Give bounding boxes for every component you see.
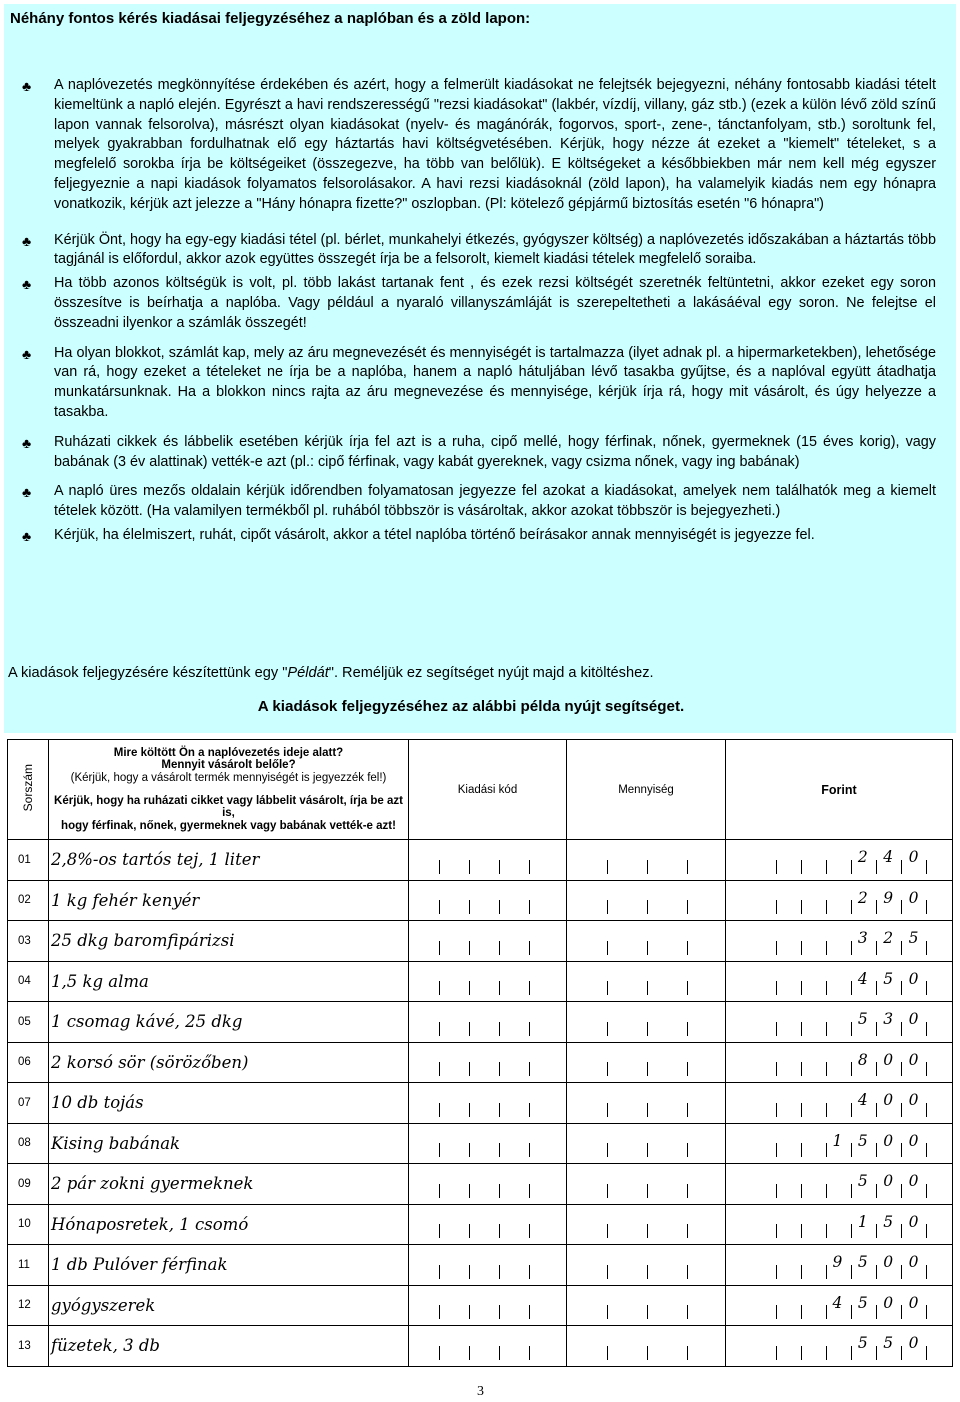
- row-qty-cell: [567, 1042, 726, 1083]
- row-forint-cell: [726, 1083, 953, 1124]
- row-item: 2 pár zokni gyermeknek: [49, 1164, 409, 1205]
- row-forint-value: 530: [857, 1010, 934, 1028]
- club-bullet-icon: ♣: [22, 232, 32, 249]
- row-code-cell: [409, 921, 567, 962]
- club-bullet-icon: ♣: [22, 78, 32, 94]
- row-qty-cell: [567, 1245, 726, 1286]
- club-bullet-icon: ♣: [22, 276, 32, 293]
- row-qty-cell: [567, 921, 726, 962]
- row-number: 13: [8, 1326, 49, 1367]
- row-forint-value: 4500: [832, 1293, 934, 1312]
- row-code-cell: [409, 1042, 567, 1083]
- row-forint-value: 400: [857, 1091, 934, 1109]
- row-number: 04: [8, 961, 49, 1002]
- instruction-item: ♣ A naplóvezetés megkönnyítése érdekében és azért, hogy a felmerült kiadásokat ne felejtsék bejegyezni, néhány fontosabb kiadási tételt kiemeltünk a napló elején. Egyrészt a havi rendszerességű "rezsi kiadásokat" (lakbér, vízdíj, villany, gáz stb.) (ezek a külön lévő zöld színű lapon vannak felsorolva), másrészt olyan kiadásokat (nyelv- és magánórák, fogorvos, sport-, zene-, tánctanfolyam, stb.) soroltunk fel, melyek gyakrabban fordulhatnak elő egy háztartás havi költségvetésében. Kérjük, hogy nézze át ezeket a "kiemelt" tételeket, s a megfelelő sorokba írja be költségeiket (összegezve, ha több van belőlük). E költségeket a későbbiekben már nem kell még egyszer feljegyeznie a napi kiadások folyamatos felsorolásakor. A havi rezsi kiadásoknál (zöld lapon), ha valamelyik kiadás nem egy hónapra vonatkozik, kérjük azt jelezze a "Hány hónapra fizette?" oszlopban. (Pl: kötelező gépjármű biztosítás esetén "6 hónapra"): [22, 77, 936, 212]
- row-item: 1,5 kg alma: [49, 961, 409, 1002]
- row-forint-value: 800: [857, 1050, 934, 1069]
- row-qty-cell: [567, 840, 726, 881]
- row-number: 06: [8, 1042, 49, 1083]
- row-code-cell: [409, 1164, 567, 1205]
- row-code-cell: [409, 1245, 567, 1286]
- instruction-item: ♣ Kérjük, ha élelmiszert, ruhát, cipőt vásárolt, akkor a tétel naplóba történő beírásakor annak mennyiségét is jegyezze fel.: [22, 526, 815, 544]
- page-number: 3: [477, 1384, 484, 1399]
- row-forint-cell: [726, 1002, 953, 1043]
- club-bullet-icon: ♣: [22, 484, 32, 501]
- table-row: [8, 1285, 953, 1326]
- table-row: [8, 1042, 953, 1083]
- row-qty-cell: [567, 1326, 726, 1367]
- row-forint-value: 9500: [832, 1253, 934, 1271]
- row-item: Hónaposretek, 1 csomó: [49, 1204, 409, 1245]
- page-heading: Néhány fontos kérés kiadásai feljegyzéséhez a naplóban és a zöld lapon:: [10, 10, 531, 27]
- table-row: [8, 1164, 953, 1205]
- instruction-item: ♣ A napló üres mezős oldalain kérjük időrendben folyamatosan jegyezze fel azokat a kiadásokat, amelyek nem találhatók meg a kiemelt tételek között. (Ha valamilyen termékből pl. ruhából többször is vásároltak, akkor azokat többször is bejegyezheti.): [22, 483, 936, 520]
- table-row: [8, 921, 953, 962]
- row-forint-cell: [726, 961, 953, 1002]
- row-item: 25 dkg baromfipárizsi: [49, 921, 409, 962]
- header-sorszam: Sorszám: [8, 740, 49, 840]
- row-code-cell: [409, 1002, 567, 1043]
- row-forint-value: 150: [857, 1212, 934, 1231]
- row-qty-cell: [567, 1204, 726, 1245]
- instruction-item: ♣ Kérjük Önt, hogy ha egy-egy kiadási tétel (pl. bérlet, munkahelyi étkezés, gyógyszer költség) a naplóvezetés időszakában a háztartás több tagjánál is előfordul, akkor azok együttes összegét írja be a felsorolt, kiemelt kiadási tételek megfelelő soraiba.: [22, 231, 936, 268]
- row-number: 07: [8, 1083, 49, 1124]
- row-qty-cell: [567, 1123, 726, 1164]
- intro-text: A kiadások feljegyzésére készítettünk egy "Példát". Reméljük ez segítséget nyújt majd a kitöltéshez.: [8, 665, 654, 681]
- instruction-item: ♣ Ha olyan blokkot, számlát kap, mely az áru megnevezését és mennyiségét is tartalmazza (ilyet adnak pl. a hipermarketekben), lehetősége van rá, hogy ezeket a tételeket ne írja be a naplóba, hanem a napló hátuljában lévő tasakba gyűjtse, és a naplóval együtt átadhatja munkatársunknak. Ha a blokkon nincs rajta az áru megnevezése és mennyisége, kérjük írja rá, hogy mit vásárolt, és úgy helyezze a tasakba.: [22, 344, 936, 420]
- table-row: [8, 880, 953, 921]
- row-forint-cell: [726, 1245, 953, 1286]
- row-forint-cell: [726, 1123, 953, 1164]
- table-header-row: [8, 740, 953, 840]
- instruction-item: ♣ Ha több azonos költségük is volt, pl. több lakást tartanak fent , és ezek rezsi költségét szeretnék feltüntetni, akkor ezeket egy soron összesítve is beírhatja a naplóba. Vagy például a nyaraló villanyszámláját is szerepeltetheti a lakásáéval egy soron. Ne felejtse el összeadni ilyenkor a számlák összegét!: [22, 275, 936, 331]
- example-word: Példát: [287, 665, 329, 681]
- row-forint-cell: [726, 880, 953, 921]
- row-forint-cell: [726, 1164, 953, 1205]
- row-number: 11: [8, 1245, 49, 1286]
- row-forint-value: 550: [857, 1334, 934, 1352]
- table-row: [8, 1245, 953, 1286]
- header-description: Mire költött Ön a naplóvezetés ideje alatt? Mennyit vásárolt belőle? (Kérjük, hogy a vásárolt termék mennyiségét is jegyezzék fel!) Kérjük, hogy ha ruházati cikket vagy lábbelit vásárolt, írja be azt is, hogy férfinak, nőnek, gyermeknek vagy babának vették-e azt!: [49, 740, 409, 840]
- row-forint-cell: [726, 921, 953, 962]
- row-item: 1 kg fehér kenyér: [49, 880, 409, 921]
- table-row: [8, 1002, 953, 1043]
- row-number: 01: [8, 840, 49, 881]
- table-row: [8, 961, 953, 1002]
- row-item: 10 db tojás: [49, 1083, 409, 1124]
- row-number: 05: [8, 1002, 49, 1043]
- row-code-cell: [409, 1285, 567, 1326]
- row-qty-cell: [567, 880, 726, 921]
- row-number: 03: [8, 921, 49, 962]
- example-expense-table: [7, 739, 953, 1367]
- row-code-cell: [409, 1123, 567, 1164]
- row-forint-value: 240: [857, 848, 934, 866]
- instruction-item: ♣ Ruházati cikkek és lábbelik esetében kérjük írja fel azt is a ruha, cipő mellé, hogy férfinak, nőnek, gyermeknek (15 éves korig), vagy babának (3 év alattinak) vették-e azt (pl.: cipő férfinak, vagy kabát gyereknek, vagy csizma nőnek, vagy ing babának): [22, 433, 936, 470]
- row-qty-cell: [567, 1164, 726, 1205]
- row-code-cell: [409, 840, 567, 881]
- row-number: 12: [8, 1285, 49, 1326]
- row-forint-cell: [726, 1042, 953, 1083]
- example-subtitle: A kiadások feljegyzéséhez az alábbi példa nyújt segítséget.: [257, 698, 685, 715]
- row-forint-cell: [726, 1326, 953, 1367]
- row-forint-cell: [726, 1204, 953, 1245]
- row-item: gyógyszerek: [49, 1285, 409, 1326]
- row-number: 08: [8, 1123, 49, 1164]
- row-forint-value: 450: [857, 969, 934, 988]
- table-row: [8, 1083, 953, 1124]
- header-mennyiseg: Mennyiség: [567, 740, 726, 840]
- row-number: 02: [8, 880, 49, 921]
- row-item: 2 korsó sör (sörözőben): [49, 1042, 409, 1083]
- club-bullet-icon: ♣: [22, 434, 32, 451]
- row-code-cell: [409, 1083, 567, 1124]
- row-number: 10: [8, 1204, 49, 1245]
- row-code-cell: [409, 1326, 567, 1367]
- row-item: 1 csomag kávé, 25 dkg: [49, 1002, 409, 1043]
- club-bullet-icon: ♣: [22, 345, 32, 362]
- row-forint-value: 325: [857, 929, 934, 947]
- row-forint-cell: [726, 840, 953, 881]
- row-number: 09: [8, 1164, 49, 1205]
- header-forint: Forint: [726, 740, 953, 840]
- row-item: 2,8%-os tartós tej, 1 liter: [49, 840, 409, 881]
- table-row: [8, 1123, 953, 1164]
- row-qty-cell: [567, 961, 726, 1002]
- club-bullet-icon: ♣: [22, 527, 32, 544]
- row-item: 1 db Pulóver férfinak: [49, 1245, 409, 1286]
- row-item: füzetek, 3 db: [49, 1326, 409, 1367]
- table-row: [8, 1326, 953, 1367]
- row-code-cell: [409, 880, 567, 921]
- row-forint-cell: [726, 1285, 953, 1326]
- row-forint-value: 1500: [832, 1131, 934, 1150]
- row-qty-cell: [567, 1002, 726, 1043]
- row-qty-cell: [567, 1285, 726, 1326]
- row-code-cell: [409, 961, 567, 1002]
- row-forint-value: 290: [857, 888, 934, 907]
- row-item: Kising babának: [49, 1123, 409, 1164]
- table-row: [8, 840, 953, 881]
- instruction-list: [22, 76, 936, 550]
- table-row: [8, 1204, 953, 1245]
- row-code-cell: [409, 1204, 567, 1245]
- header-kiadasi-kod: Kiadási kód: [409, 740, 567, 840]
- row-qty-cell: [567, 1083, 726, 1124]
- row-forint-value: 500: [857, 1172, 934, 1190]
